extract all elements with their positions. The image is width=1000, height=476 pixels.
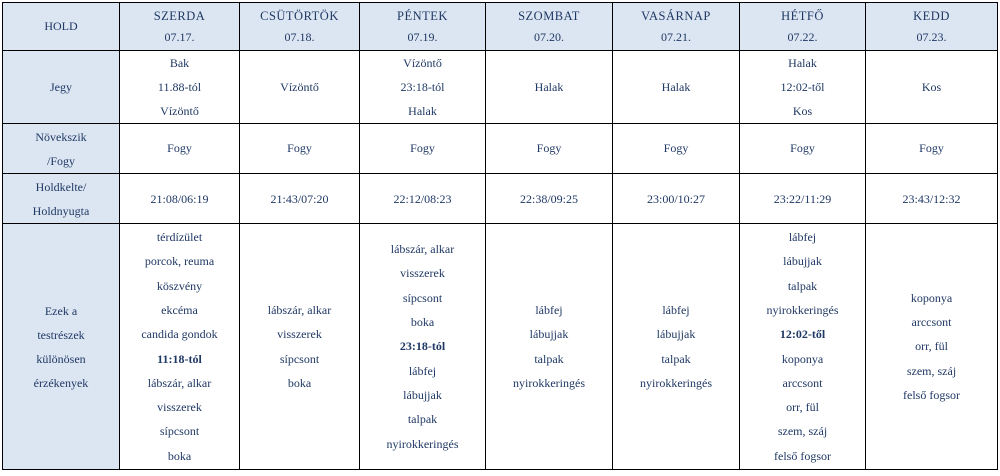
label-line: Növekszik	[35, 129, 87, 144]
phase-cell: Fogy	[120, 124, 240, 174]
body-parts-cell	[866, 224, 998, 470]
cell-line: 23:18-tól	[400, 80, 445, 94]
cell-line: lábfej	[408, 363, 437, 378]
body-parts-cell	[120, 224, 240, 470]
cell-line: lábszár, alkar	[267, 302, 332, 317]
jegy-cell	[866, 51, 998, 124]
cell-line: porcok, reuma	[144, 254, 215, 269]
cell-line: boka	[167, 448, 192, 463]
cell-line: 23:18-tól	[399, 339, 446, 354]
day-name: KEDD	[913, 8, 950, 23]
jegy-cell	[613, 51, 740, 124]
cell-line: nyirokkeringés	[513, 375, 585, 390]
cell-line: visszerek	[400, 266, 445, 281]
jegy-cell	[486, 51, 613, 124]
body-parts-cell	[486, 224, 613, 470]
cell-line: talpak	[661, 351, 691, 366]
cell-line: szem, száj	[906, 363, 957, 378]
row-jegy	[3, 51, 998, 124]
label-line: Holdnyugta	[32, 203, 90, 218]
phase-cell: Fogy	[486, 124, 613, 174]
cell-line: lábujjak	[529, 327, 569, 342]
phase-cell: Fogy	[240, 124, 360, 174]
cell-line: boka	[287, 375, 312, 390]
row-label-testreszek	[3, 224, 120, 470]
day-name: PÉNTEK	[397, 8, 448, 23]
jegy-cell	[360, 51, 486, 124]
phase-cell: Fogy	[613, 124, 740, 174]
label-line: érzékenyek	[33, 375, 89, 390]
body-parts-cell	[740, 224, 866, 470]
cell-line: sípcsont	[402, 290, 443, 305]
day-date: 07.21.	[661, 29, 691, 44]
phase-cell: Fogy	[866, 124, 998, 174]
jegy-cell	[740, 51, 866, 124]
label-line: különösen	[36, 351, 86, 366]
phase-cell: Fogy	[360, 124, 486, 174]
body-parts-cell	[240, 224, 360, 470]
cell-line: Vízöntő	[160, 104, 199, 118]
cell-line: Halak	[408, 104, 437, 118]
cell-line: felső fogsor	[903, 387, 960, 402]
cell-line: lábfej	[662, 302, 690, 317]
cell-line: nyirokkeringés	[640, 375, 712, 390]
header-day	[486, 3, 613, 51]
cell-line: 12:02-től	[779, 327, 826, 342]
cell-line: lábszár, alkar	[390, 242, 455, 257]
cell-line: boka	[410, 315, 435, 330]
cell-line: koponya	[781, 351, 824, 366]
cell-line: felső fogsor	[774, 448, 831, 463]
label-line: Ezek a	[44, 303, 78, 318]
cell-line: arccsont	[782, 375, 823, 390]
row-label-novekszik	[3, 124, 120, 174]
cell-line: köszvény	[156, 278, 203, 293]
cell-line: Halak	[788, 56, 817, 70]
cell-line: 11:18-tól	[157, 351, 202, 366]
cell-line: lábszár, alkar	[147, 375, 212, 390]
jegy-cell	[240, 51, 360, 124]
cell-line: talpak	[787, 278, 818, 293]
moonrise-cell: 23:22/11:29	[740, 174, 866, 224]
day-name: HÉTFŐ	[781, 8, 824, 23]
cell-line: térdízület	[156, 230, 203, 245]
day-name: SZERDA	[153, 8, 206, 23]
moonrise-cell: 22:12/08:23	[360, 174, 486, 224]
day-date: 07.17.	[164, 29, 195, 44]
day-name: CSÜTÖRTÖK	[260, 8, 339, 23]
header-corner: HOLD	[3, 3, 120, 51]
cell-line: Kos	[792, 104, 813, 118]
cell-line: Kos	[921, 80, 942, 94]
row-label-holdkelte	[3, 174, 120, 224]
cell-line: visszerek	[277, 327, 322, 342]
cell-line: talpak	[534, 351, 564, 366]
row-testreszek	[3, 224, 998, 470]
cell-line: lábujjak	[403, 387, 442, 402]
cell-line: nyirokkeringés	[386, 436, 459, 451]
header-row	[3, 3, 998, 51]
row-novekszik	[3, 124, 998, 174]
cell-line: orr, fül	[786, 400, 819, 415]
cell-line: orr, fül	[915, 339, 948, 354]
moonrise-cell: 23:00/10:27	[613, 174, 740, 224]
cell-line: talpak	[407, 412, 438, 427]
row-holdkelte	[3, 174, 998, 224]
cell-line: candida gondok	[141, 327, 218, 342]
day-date: 07.19.	[407, 29, 438, 44]
day-name: SZOMBAT	[518, 8, 580, 23]
cell-line: lábfej	[535, 302, 563, 317]
header-day	[360, 3, 486, 51]
day-date: 07.20.	[534, 29, 564, 44]
cell-line: Vízöntő	[403, 56, 442, 70]
day-date: 07.23.	[916, 29, 947, 44]
header-day	[120, 3, 240, 51]
cell-line: visszerek	[157, 400, 202, 415]
cell-line: arccsont	[911, 315, 952, 330]
cell-line: lábujjak	[783, 254, 822, 269]
moonrise-cell: 21:08/06:19	[120, 174, 240, 224]
label-line: /Fogy	[46, 153, 75, 168]
moon-calendar-table	[2, 2, 998, 470]
label-line: Holdkelte/	[35, 179, 87, 194]
moonrise-cell: 22:38/09:25	[486, 174, 613, 224]
cell-line: Bak	[169, 56, 190, 70]
cell-line: 12:02-től	[780, 80, 825, 94]
cell-line: Vízöntő	[280, 80, 319, 94]
cell-line: ekcéma	[161, 302, 198, 317]
cell-line: nyirokkeringés	[766, 302, 839, 317]
cell-line: lábfej	[788, 230, 817, 245]
row-label-jegy: Jegy	[3, 51, 120, 124]
day-date: 07.18.	[284, 29, 315, 44]
moonrise-cell: 23:43/12:32	[866, 174, 998, 224]
day-name: VASÁRNAP	[641, 8, 711, 23]
cell-line: Halak	[661, 80, 691, 94]
cell-line: sípcsont	[159, 424, 200, 439]
header-day	[740, 3, 866, 51]
cell-line: 11.88-tól	[157, 80, 202, 94]
header-day	[866, 3, 998, 51]
body-parts-cell	[360, 224, 486, 470]
cell-line: lábujjak	[656, 327, 696, 342]
header-day	[613, 3, 740, 51]
cell-line: Halak	[534, 80, 564, 94]
label-line: testrészek	[37, 327, 85, 342]
day-date: 07.22.	[787, 29, 818, 44]
cell-line: koponya	[910, 290, 953, 305]
cell-line: szem, száj	[777, 424, 828, 439]
jegy-cell	[120, 51, 240, 124]
phase-cell: Fogy	[740, 124, 866, 174]
header-day	[240, 3, 360, 51]
body-parts-cell	[613, 224, 740, 470]
moonrise-cell: 21:43/07:20	[240, 174, 360, 224]
cell-line: sípcsont	[279, 351, 320, 366]
